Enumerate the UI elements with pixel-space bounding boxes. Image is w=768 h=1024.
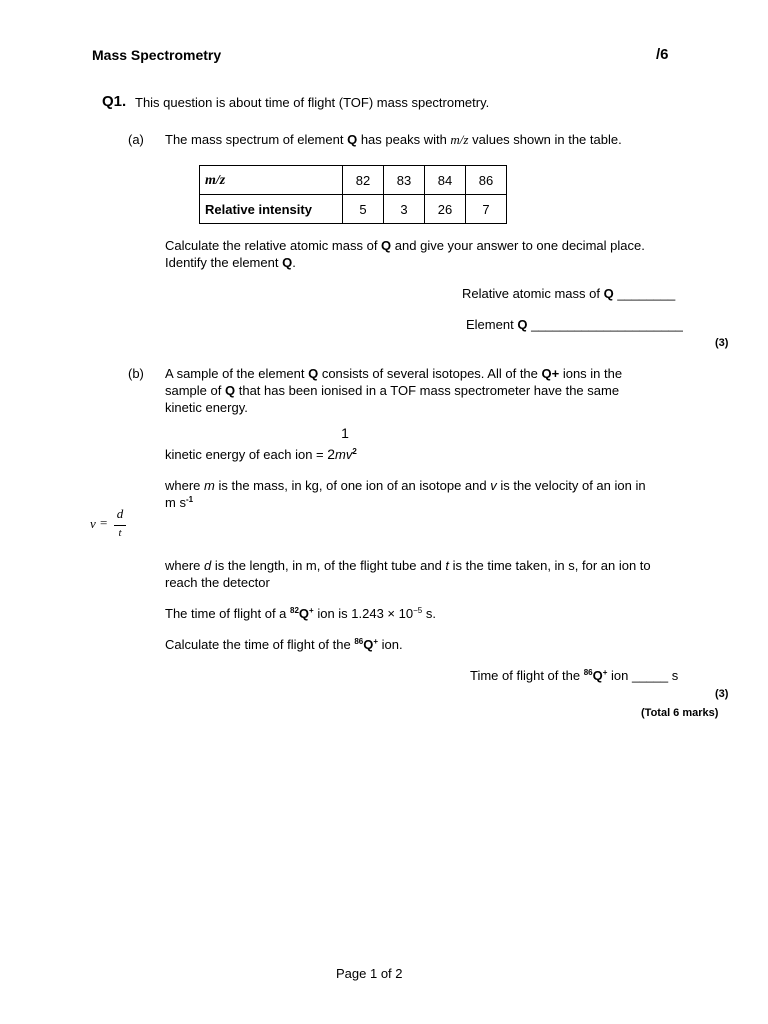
kinetic-energy-formula: kinetic energy of each ion = $2mv^2$: [165, 446, 357, 462]
eq-v: v: [90, 516, 96, 531]
reach-detector: reach the detector: [165, 575, 270, 590]
calculate-tof: Calculate the time of flight of the $^{86}$Q+ ion.: [165, 637, 403, 652]
page-title: Mass Spectrometry: [92, 47, 222, 63]
eq-t: t: [118, 527, 122, 539]
table-cell: 5: [343, 195, 384, 224]
part-b-label: (b): [128, 366, 144, 381]
page-number: Page 1 of 2: [336, 966, 403, 981]
marks-a: (3): [715, 337, 729, 349]
where-length-time: where d is the length, in m, of the flight tube and t is the time taken, in s, for an ion to: [165, 558, 651, 573]
mass-spectrum-table: [199, 165, 507, 224]
table-cell: 86: [466, 166, 507, 195]
instruction-calculate: Calculate the relative atomic mass of Q and give your answer to one decimal place.: [165, 238, 645, 253]
table-cell: 7: [466, 195, 507, 224]
part-b-line2: sample of Q that has been ionised in a TOF mass spectrometer have the same: [165, 383, 620, 398]
part-a-text: The mass spectrum of element Q has peaks with m/z values shown in the table.: [165, 132, 622, 147]
total-marks: (Total 6 marks): [641, 707, 719, 719]
instruction-identify: Identify the element Q.: [165, 255, 296, 270]
fraction-bar: [114, 525, 126, 526]
velocity-unit: m $s^{-1}$: [165, 495, 194, 510]
answer-line-ram[interactable]: Relative atomic mass of Q ________: [462, 286, 676, 301]
answer-line-element[interactable]: Element Q _____________________: [466, 317, 683, 332]
question-intro: This question is about time of flight (TOF) mass spectrometry.: [135, 95, 490, 110]
part-b-line3: kinetic energy.: [165, 400, 248, 415]
table-header-mz: m/z: [200, 166, 343, 195]
total-marks-header: /6: [656, 46, 669, 63]
where-mass-velocity: where m is the mass, in kg, of one ion of an isotope and v is the velocity of an ion in: [165, 478, 646, 493]
velocity-equation: [90, 506, 130, 546]
part-b-line1: A sample of the element Q consists of several isotopes. All of the Q+ ions in the: [165, 366, 623, 381]
table-cell: 3: [384, 195, 425, 224]
fraction-numerator: 1: [341, 425, 349, 441]
marks-b: (3): [715, 688, 729, 700]
answer-line-tof[interactable]: Time of flight of the $^{86}$Q+ ion _____ s: [470, 668, 679, 683]
table-cell: 26: [425, 195, 466, 224]
table-cell: 82: [343, 166, 384, 195]
eq-equals: =: [100, 515, 108, 530]
time-of-flight-given: The time of flight of a $^{82}$Q+ ion is $1.243 \times 10^{-5}$ s.: [165, 606, 436, 621]
table-row: [200, 166, 507, 195]
table-row: [200, 195, 507, 224]
part-a-label: (a): [128, 132, 144, 147]
table-cell: 84: [425, 166, 466, 195]
question-number: Q1.: [102, 93, 127, 110]
table-cell: 83: [384, 166, 425, 195]
table-header-intensity: Relative intensity: [200, 195, 343, 224]
eq-d: d: [116, 506, 124, 521]
